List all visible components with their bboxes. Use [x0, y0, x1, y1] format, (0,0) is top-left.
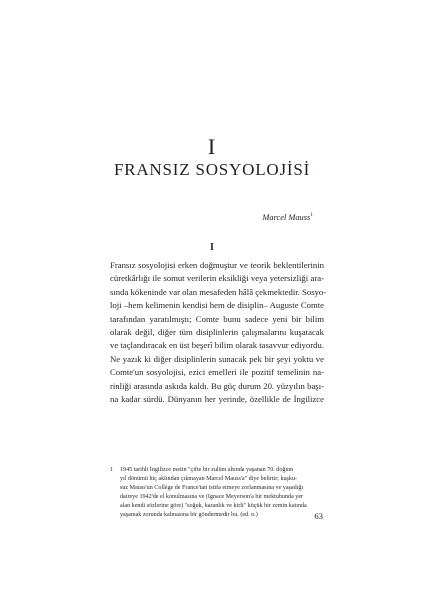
body-line: tarafından yaratılmıştı; Comte bunu sadece yeni bir bilim — [110, 313, 324, 324]
footnote-line: alan kendi sözlerine göre) "soğuk, karanlık ve kirli" küçük bir zemin katında — [120, 502, 307, 509]
body-line: na kadar sürdü. Dünyanın her yerinde, özellikle de İngilizce — [110, 394, 324, 405]
body-line: cüretkârlığı ile somut verilerin eksikliği veya yetersizliği ara- — [110, 273, 324, 284]
body-line: Comte'un sosyolojisi, ezici emelleri ile pozitif temelinin na- — [110, 367, 324, 378]
body-line: Ne yazık ki diğer disiplinlerin sunacak pek bir şeyi yoktu ve — [110, 353, 324, 364]
page-number: 63 — [314, 511, 323, 521]
body-line: ve taçlandıracak en üst beşerî bilim olarak tasavvur ediyordu. — [110, 340, 324, 351]
body-paragraph — [110, 259, 327, 406]
body-line: Fransız sosyolojisi erken doğmuştur ve teorik beklentilerinin — [110, 260, 324, 270]
chapter-title: FRANSIZ SOSYOLOJİSİ — [113, 160, 311, 179]
author-name-text: Marcel Mauss — [262, 213, 311, 222]
body-line: sında kökeninde var olan mesafeden hâlâ çekmektedir. Sosyo- — [110, 286, 327, 297]
body-line: olarak değil, diğer tüm disiplinlerin çalışmalarını kuşatacak — [110, 327, 324, 338]
footnote-reference: 1 — [310, 212, 313, 219]
footnote-line: suz Mauss'un Collège de France'tan istifa etmeye zorlanmasına ve yaşadığı — [120, 484, 304, 491]
footnote — [110, 466, 324, 519]
section-numeral: I — [210, 242, 214, 253]
footnote-line: yıl dönümü hiç aklından çıkmayan Marcel Mauss'a" diye belirtir; kuşku- — [120, 475, 298, 482]
body-line: loji –hem kelimenin kendisi hem de disiplin– Auguste Comte — [110, 300, 324, 311]
chapter-numeral: I — [207, 134, 217, 159]
footnote-marker: 1 — [110, 467, 114, 473]
footnote-line: 1945 tarihli İngilizce metin "çifte bir zulüm altında yaşanan 70. doğum — [120, 467, 294, 473]
author-name — [262, 213, 313, 222]
body-line: rinliği arasında askıda kaldı. Bu güç durum 20. yüzyılın başı- — [110, 380, 324, 391]
footnote-body — [120, 466, 324, 519]
footnote-line: yaşamak zorunda kalmasına bir göndermedir bu. (ed. n.) — [120, 511, 258, 518]
footnote-line: daireye 1942'de el konulmasına ve (Ignace Meyerson'a bir mektubunda yer — [120, 493, 304, 500]
